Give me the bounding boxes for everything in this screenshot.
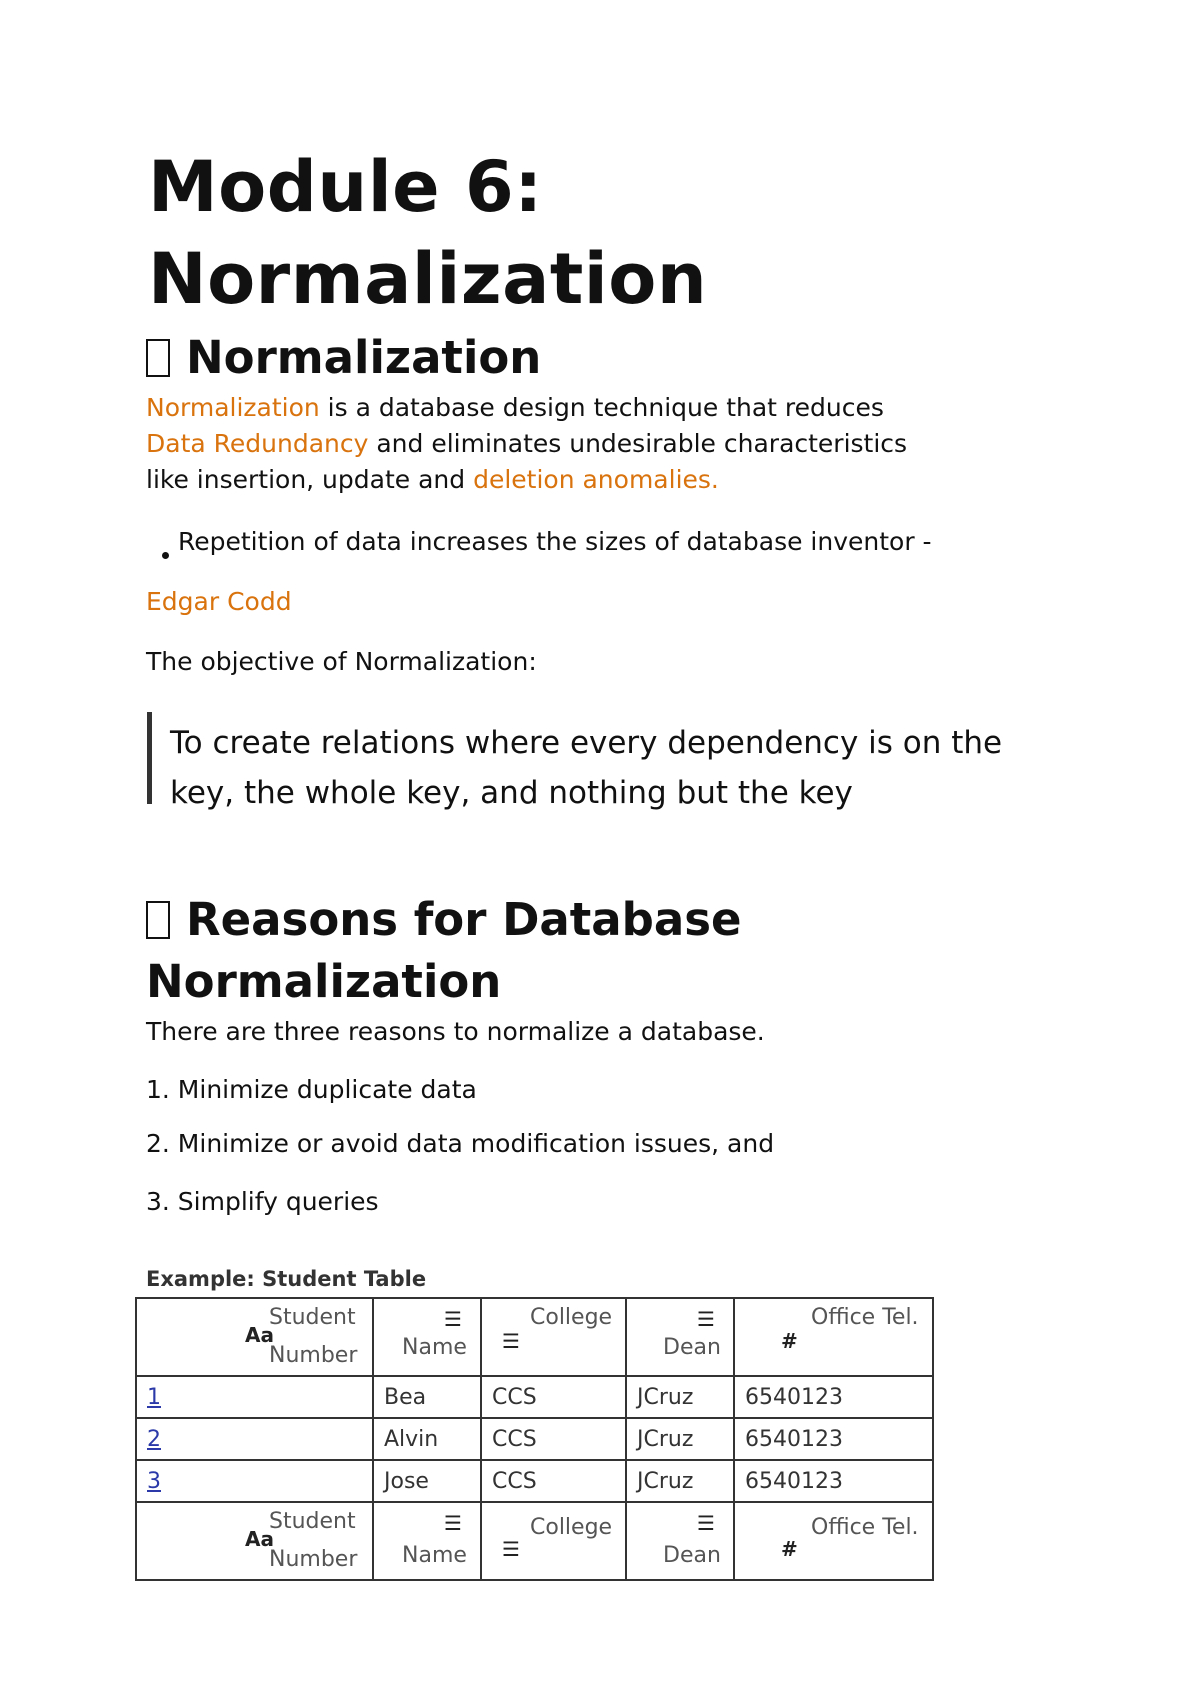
col-footer-dean [626, 1502, 734, 1580]
cell-college: CCS [481, 1460, 626, 1502]
bullet-text: Repetition of data increases the sizes of database inventor - [178, 527, 932, 556]
cell-college: CCS [481, 1418, 626, 1460]
cell-dean: JCruz [626, 1376, 734, 1418]
table-footer-row [136, 1502, 933, 1580]
select-icon: ☰ [444, 1307, 462, 1331]
number-icon: # [781, 1537, 798, 1561]
table-row [136, 1418, 933, 1460]
reason-item-3: 3. Simplify queries [146, 1187, 379, 1216]
header-text: Number [269, 1343, 358, 1368]
header-text: Office Tel. [811, 1305, 919, 1330]
definition-text-3: like insertion, update and [146, 465, 474, 494]
footer-text: Name [402, 1543, 467, 1568]
cell-student-number[interactable] [136, 1418, 373, 1460]
table-row [136, 1376, 933, 1418]
reason-item-2: 2. Minimize or avoid data modification issues, and [146, 1129, 775, 1158]
bullet-icon [162, 552, 169, 559]
reason-item-1: 1. Minimize duplicate data [146, 1075, 477, 1104]
example-caption: Example: Student Table [146, 1267, 427, 1291]
student-table [135, 1297, 934, 1581]
cell-name: Bea [373, 1376, 481, 1418]
table-header-row [136, 1298, 933, 1376]
col-footer-college [481, 1502, 626, 1580]
section-heading-reasons-line-2: Normalization [146, 955, 502, 1008]
select-icon: ☰ [697, 1511, 715, 1535]
select-icon: ☰ [697, 1307, 715, 1331]
number-icon: # [781, 1329, 798, 1353]
missing-glyph-icon [146, 901, 170, 939]
cell-name: Jose [373, 1460, 481, 1502]
header-text: College [530, 1305, 613, 1330]
text-type-icon: Aa [245, 1323, 274, 1347]
reasons-intro: There are three reasons to normalize a database. [146, 1017, 765, 1046]
footer-text: Dean [663, 1543, 721, 1568]
section-heading-reasons-text: Reasons for Database [186, 893, 742, 946]
cell-office-tel: 6540123 [734, 1418, 933, 1460]
term-deletion-anomalies: deletion anomalies. [473, 465, 719, 494]
quote-line-1: To create relations where every dependency is on the [170, 725, 1003, 761]
table-row [136, 1460, 933, 1502]
definition-line-3 [146, 462, 719, 498]
cell-college: CCS [481, 1376, 626, 1418]
section-heading-text: Normalization [186, 331, 542, 384]
footer-text: College [530, 1515, 613, 1540]
cell-name: Alvin [373, 1418, 481, 1460]
col-footer-office-tel [734, 1502, 933, 1580]
author-name: Edgar Codd [146, 587, 292, 616]
footer-text: Number [269, 1547, 358, 1572]
col-header-office-tel [734, 1298, 933, 1376]
col-footer-name [373, 1502, 481, 1580]
page-title-line-1: Module 6: [148, 146, 543, 228]
quote-line-2: key, the whole key, and nothing but the key [170, 775, 853, 811]
cell-student-number[interactable] [136, 1376, 373, 1418]
text-type-icon: Aa [245, 1527, 274, 1551]
cell-office-tel: 6540123 [734, 1376, 933, 1418]
cell-dean: JCruz [626, 1460, 734, 1502]
select-icon: ☰ [502, 1329, 520, 1353]
col-footer-student-number [136, 1502, 373, 1580]
section-heading-normalization [146, 328, 541, 388]
row-link[interactable]: 2 [147, 1426, 161, 1452]
objective-label: The objective of Normalization: [146, 647, 537, 676]
col-header-student-number [136, 1298, 373, 1376]
cell-student-number[interactable] [136, 1460, 373, 1502]
section-heading-reasons-line-1 [146, 890, 742, 950]
header-text: Dean [663, 1335, 721, 1360]
term-normalization: Normalization [146, 393, 320, 422]
cell-office-tel: 6540123 [734, 1460, 933, 1502]
definition-line-2 [146, 426, 907, 462]
cell-dean: JCruz [626, 1418, 734, 1460]
row-link[interactable]: 3 [147, 1468, 161, 1494]
header-text: Student [269, 1305, 356, 1330]
page-title-line-2: Normalization [148, 238, 708, 320]
header-text: Name [402, 1335, 467, 1360]
col-header-name [373, 1298, 481, 1376]
select-icon: ☰ [502, 1537, 520, 1561]
footer-text: Student [269, 1509, 356, 1534]
definition-text-1: is a database design technique that reduces [319, 393, 884, 422]
quote-bar [147, 712, 152, 804]
select-icon: ☰ [444, 1511, 462, 1535]
col-header-college [481, 1298, 626, 1376]
definition-text-2: and eliminates undesirable characteristics [368, 429, 908, 458]
definition-line-1 [146, 390, 884, 426]
footer-text: Office Tel. [811, 1515, 919, 1540]
col-header-dean [626, 1298, 734, 1376]
row-link[interactable]: 1 [147, 1384, 161, 1410]
missing-glyph-icon [146, 339, 170, 377]
term-data-redundancy: Data Redundancy [146, 429, 369, 458]
